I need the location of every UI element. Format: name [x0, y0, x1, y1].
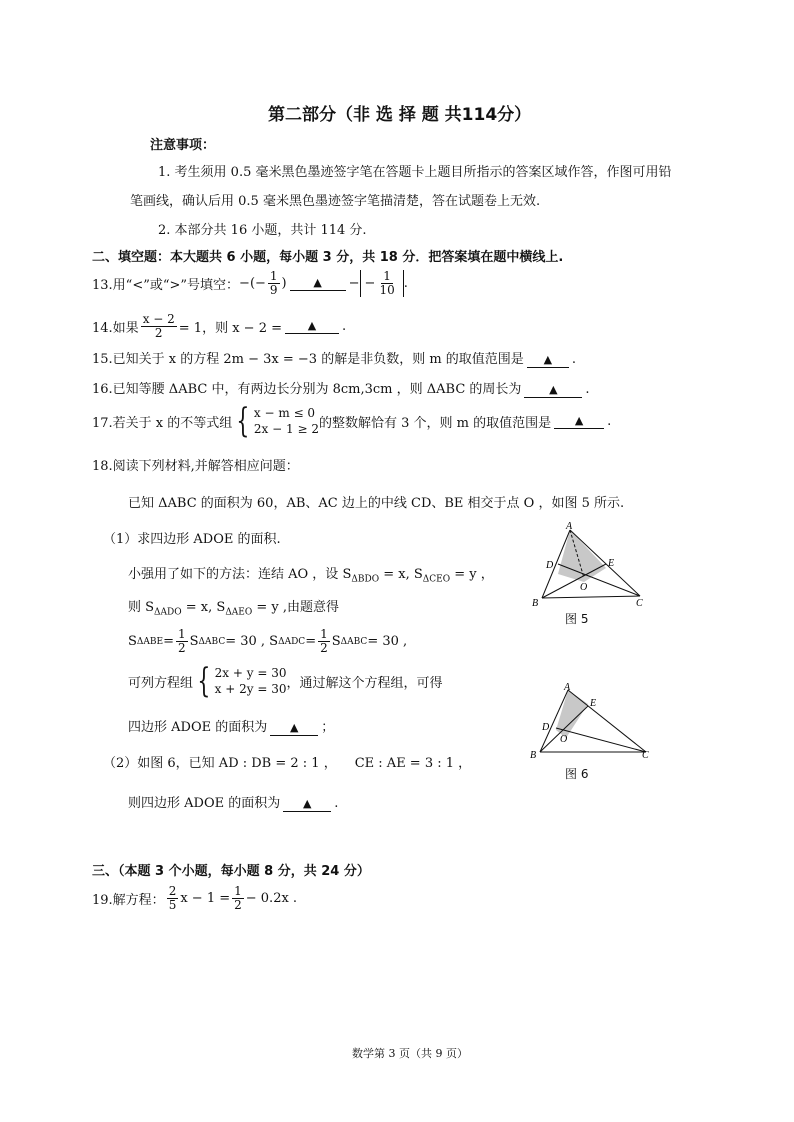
fig5-label-o: O [580, 582, 588, 593]
answer-triangle-icon: ▲ [303, 797, 312, 810]
q18-eq-s2: S [189, 634, 199, 649]
question-13 [92, 270, 408, 297]
answer-triangle-icon: ▲ [543, 353, 553, 366]
page-title: 第二部分（非 选 择 题 共114分） [268, 105, 532, 125]
figure-5 [528, 520, 648, 610]
q18-area-text-2: 则四边形 ADOE 的面积为 [128, 796, 281, 811]
q13-prefix: 13.用“<”或“>”号填空： [92, 278, 240, 293]
q18-method-sub-2: ΔCEO [422, 574, 451, 585]
q16-text: 16.已知等腰 ΔABC 中，有两边长分别为 8cm,3cm ，则 ΔABC 的周长为 [92, 382, 522, 397]
q18-eq-s1: S [128, 634, 137, 649]
q18-half-den-1: 2 [178, 641, 186, 655]
q18-eq-val1: = 30 , S [225, 634, 279, 649]
q18-system [128, 661, 443, 701]
q18-intro: 18.阅读下列材料,并解答相应问题： [92, 459, 299, 474]
question-14 [92, 313, 346, 340]
q18-eq-half-1 [176, 628, 188, 655]
q16-end: . [585, 382, 590, 397]
q15-answer-blank [527, 353, 569, 368]
q13-fraction-2 [377, 270, 396, 297]
q18-eq-eq1: = [163, 634, 174, 649]
q18-method-mid: = x, S [379, 567, 423, 582]
q19-f2-den: 2 [234, 898, 242, 912]
q13-answer-blank [290, 276, 346, 291]
brace-icon: { [236, 401, 250, 441]
fig6-label-e: E [590, 698, 597, 709]
fig6-label-a: A [564, 682, 571, 693]
q18-answer-blank-1 [270, 721, 318, 736]
q18-eq-sub4: ΔABC [340, 636, 368, 647]
q18-equation-system [193, 661, 287, 701]
q18-sys-2: x + 2y = 30 [214, 682, 287, 696]
question-16 [92, 378, 590, 398]
q17-prefix: 17.若关于 x 的不等式组 [92, 415, 233, 431]
brace-icon: { [197, 661, 211, 701]
q18-method-sub-1: ΔBDO [351, 574, 380, 585]
answer-triangle-icon: ▲ [313, 276, 322, 289]
section-2-heading: 二、填空题：本大题共 6 小题，每小题 3 分，共 18 分．把答案填在题中横线上. [92, 250, 564, 265]
q18-half-den-2: 2 [320, 641, 328, 655]
q18-eq-sub1: ΔABE [136, 636, 164, 647]
notes-heading: 注意事项： [150, 138, 216, 153]
figure-6 [528, 682, 658, 762]
q13-fraction-1 [268, 270, 280, 297]
q18-area-end-2: . [334, 796, 339, 811]
q18-method-text: 小强用了如下的方法：连结 AO ，设 S [128, 567, 352, 582]
q19-end: − 0.2x . [245, 891, 298, 906]
q18-part-2-text: （2）如图 6，已知 AD : DB = 2 : 1 ， [103, 756, 337, 771]
q18-then-end: = y ,由题意得 [252, 600, 340, 615]
fig5-shaded-region [558, 530, 606, 582]
q19-mid: x − 1 = [180, 891, 231, 906]
q13-absolute-value [360, 270, 404, 297]
question-17 [92, 401, 612, 441]
q14-fraction [141, 313, 177, 340]
q14-prefix: 14.如果 [92, 321, 139, 336]
q18-eq-half-2 [318, 628, 330, 655]
q13-f1-den: 9 [269, 283, 278, 297]
q13-f1-num: 1 [269, 269, 278, 283]
q17-inequality-system [232, 401, 319, 441]
q14-den: 2 [154, 326, 163, 340]
section-3-heading: 三、（本题 3 个小题，每小题 8 分，共 24 分） [92, 864, 370, 879]
q13-end: . [403, 276, 408, 291]
q18-sys-1: 2x + y = 30 [214, 666, 287, 680]
q18-eq-sub2: ΔABC [198, 636, 226, 647]
q14-answer-blank [285, 319, 339, 334]
q17-ineq-1: x − m ≤ 0 [253, 406, 316, 420]
q15-end: . [571, 352, 576, 367]
q13-f2-den: 10 [379, 283, 395, 297]
q18-system-after: ，通过解这个方程组，可得 [286, 675, 443, 691]
question-15 [92, 348, 576, 368]
note-1-line-1: 1. 考生须用 0.5 毫米黑色墨迹签字笔在答题卡上题目所指示的答案区域作答，作图可用铅 [158, 165, 672, 180]
q18-area-end: ； [321, 720, 335, 735]
q18-then [128, 596, 339, 618]
q13-f2-num: 1 [383, 269, 391, 283]
q17-suffix: 的整数解恰有 3 个，则 m 的取值范围是 [318, 415, 552, 431]
q19-prefix: 19.解方程： [92, 893, 165, 908]
q18-half-num-1: 1 [178, 627, 186, 641]
q18-part-2-ratio: CE : AE = 3 : 1 ， [354, 756, 472, 771]
q18-method-end: = y ， [450, 567, 494, 582]
q19-f1-num: 2 [168, 884, 177, 898]
q17-answer-blank [554, 414, 604, 429]
question-19 [92, 885, 297, 912]
q13-rhs-sign: − [348, 276, 360, 291]
q18-eq-sub3: ΔADC [278, 636, 306, 647]
fig5-label-c: C [636, 598, 643, 609]
answer-triangle-icon: ▲ [549, 383, 558, 396]
answer-triangle-icon: ▲ [290, 721, 299, 734]
q18-area-text: 四边形 ADOE 的面积为 [128, 720, 268, 735]
q19-fraction-2 [232, 885, 244, 912]
q18-half-num-2: 1 [320, 627, 328, 641]
q14-num: x − 2 [142, 312, 175, 326]
q18-method [128, 563, 494, 585]
q18-part-2 [103, 752, 471, 771]
q18-eq-s3: S [331, 634, 341, 649]
q19-f1-den: 5 [168, 898, 177, 912]
fig6-label-c: C [642, 750, 649, 761]
q18-given: 已知 ΔABC 的面积为 60，AB、AC 边上的中线 CD、BE 相交于点 O ，如图 5 所示. [128, 496, 625, 511]
fig5-label-b: B [532, 598, 539, 609]
q18-part-1: （1）求四边形 ADOE 的面积. [103, 532, 281, 547]
q18-area-question [128, 716, 334, 736]
fig6-label-d: D [542, 722, 550, 733]
note-1-line-2: 笔画线，确认后用 0.5 毫米黑色墨迹签字笔描清楚，答在试题卷上无效. [130, 194, 541, 209]
q18-then-text: 则 S [128, 600, 155, 615]
q19-fraction-1 [167, 885, 179, 912]
q18-system-label: 可列方程组 [128, 675, 194, 691]
fig5-label-a: A [566, 521, 573, 532]
q13-inner-sign: − [364, 276, 376, 291]
figure-5-caption: 图 5 [565, 612, 589, 626]
q16-answer-blank [524, 383, 582, 398]
q18-then-sub-1: ΔADO [154, 607, 182, 618]
q18-area-question-2 [128, 792, 338, 812]
fig5-label-d: D [546, 560, 554, 571]
q18-equations: S ΔABE = $\frac{1}{2}$ S ΔABC = 30 , S ΔADC = $\frac{1}{2}$ S ΔABC = 30 , [128, 627, 408, 655]
q19-f2-num: 1 [234, 884, 242, 898]
answer-triangle-icon: ▲ [307, 319, 317, 332]
figure-6-caption: 图 6 [565, 767, 589, 781]
q14-mid: = 1，则 x − 2 = [178, 321, 282, 336]
fig6-label-b: B [530, 750, 537, 761]
q13-lhs: −(− [239, 276, 266, 291]
fig6-shaded-region [556, 690, 588, 738]
q14-end: . [342, 319, 347, 334]
q18-then-mid: = x, S [181, 600, 226, 615]
answer-triangle-icon: ▲ [574, 413, 584, 427]
q13-lhs-close: ) [281, 276, 287, 291]
note-2: 2. 本部分共 16 小题，共计 114 分. [158, 223, 367, 238]
page-footer: 数学第 3 页（共 9 页） [352, 1047, 468, 1060]
q17-ineq-2: 2x − 1 ≥ 2 [253, 422, 319, 436]
q18-eq-val2: = 30 , [367, 634, 408, 649]
fig5-label-e: E [608, 558, 615, 569]
fig6-label-o: O [560, 734, 568, 745]
q15-text: 15.已知关于 x 的方程 2m − 3x = −3 的解是非负数，则 m 的取值范围是 [92, 352, 524, 367]
q18-answer-blank-2 [283, 797, 331, 812]
q17-end: . [607, 413, 612, 429]
q18-then-sub-2: ΔAEO [225, 607, 253, 618]
